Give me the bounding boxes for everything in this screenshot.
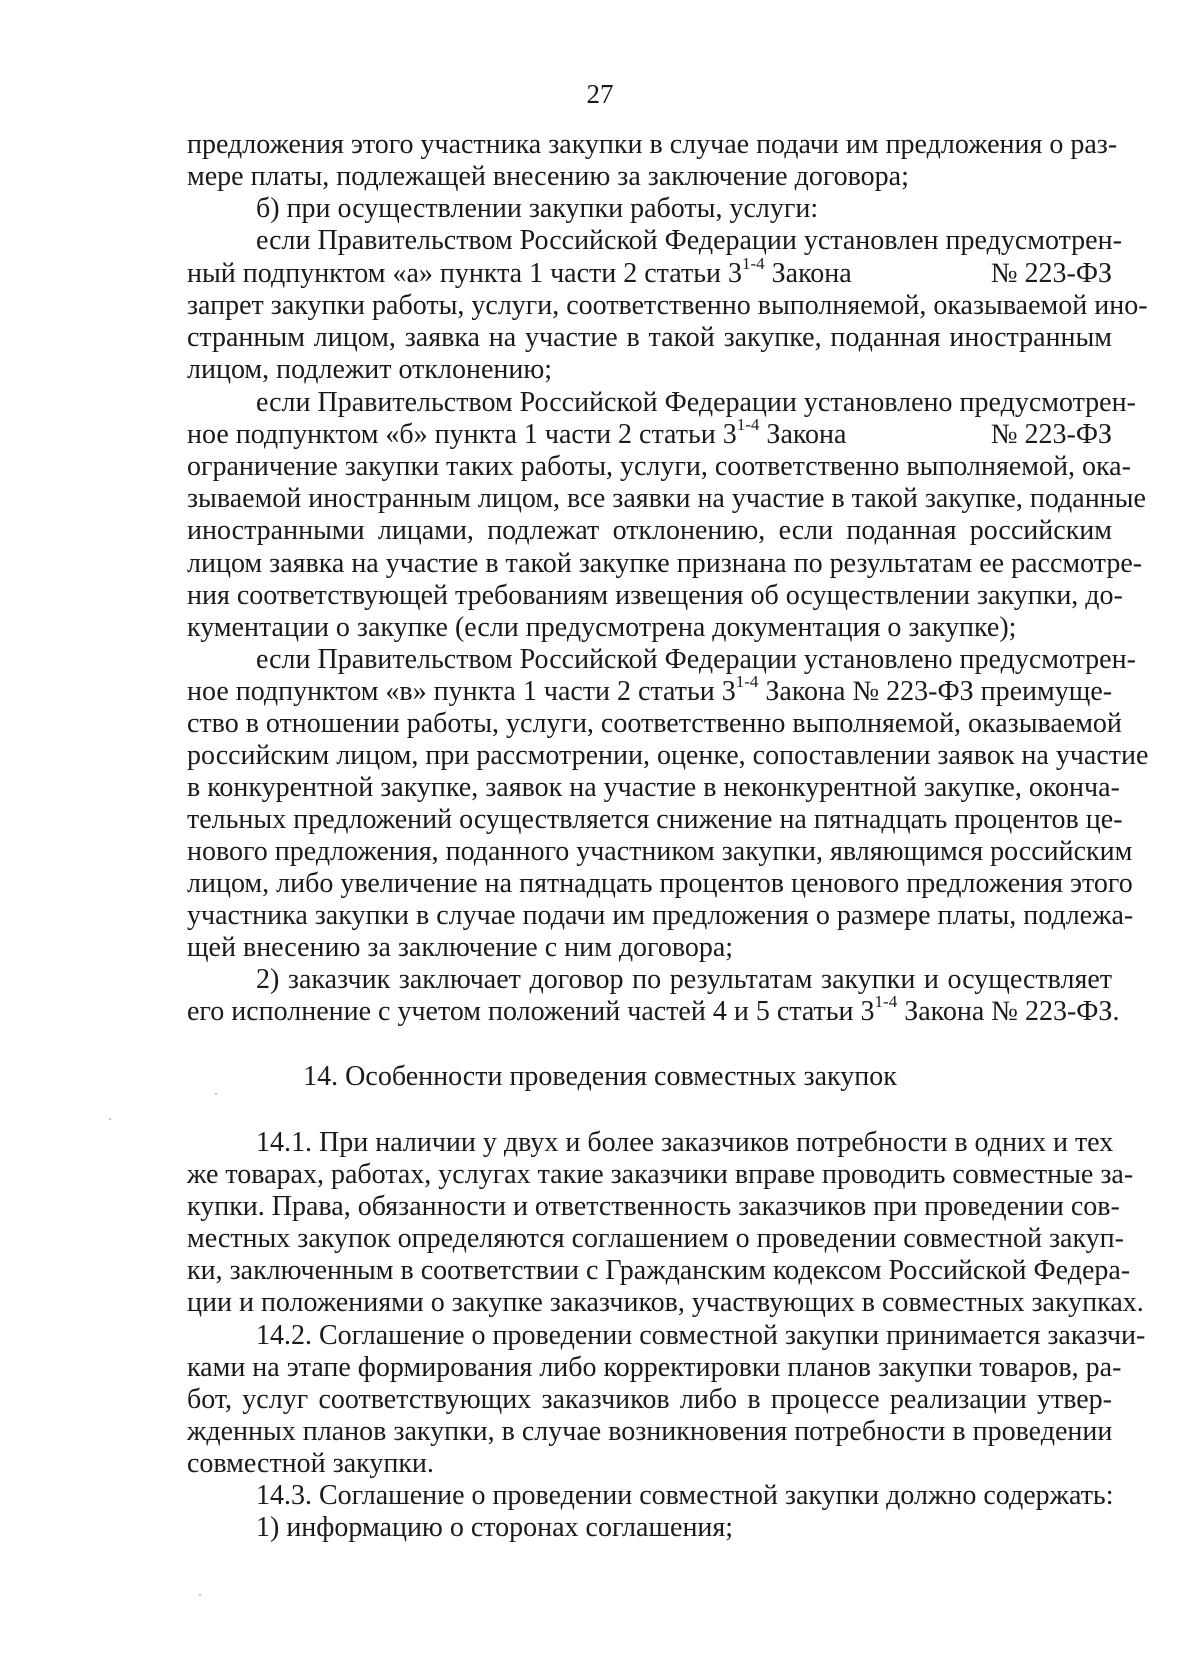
scan-speck (199, 1594, 201, 1596)
line-part: ный подпунктом «а» пункта 1 части 2 статьи 3 (187, 258, 742, 289)
text-line: б) при осуществлении закупки работы, услуги: (256, 193, 819, 224)
superscript: 1-4 (874, 991, 898, 1011)
text-line: если Правительством Российской Федерации установлено предусмотрен- (256, 644, 1136, 675)
line-part: Закона (764, 258, 852, 289)
text-line: жденных планов закупки, в случае возникновения потребности в проведении (187, 1416, 1113, 1447)
section-heading: 14. Особенности проведения совместных закупок (303, 1061, 897, 1092)
text-line: если Правительством Российской Федерации установлен предусмотрен- (256, 225, 1122, 256)
text-line: мере платы, подлежащей внесению за заключение договора; (187, 161, 909, 192)
line-part: его исполнение с учетом положений частей 4 и 5 статьи 3 (187, 996, 875, 1027)
line-part: Закона (759, 419, 847, 450)
line-part: Закона № 223-ФЗ преимуще- (758, 676, 1113, 707)
law-number: № 223-ФЗ (990, 419, 1112, 450)
text-line: местных закупок определяются соглашением о проведении совместной закуп- (187, 1223, 1124, 1254)
line-part: ное подпунктом «в» пункта 1 части 2 статьи 3 (187, 676, 736, 707)
text-line: зываемой иностранным лицом, все заявки на участие в такой закупке, поданные (187, 483, 1146, 514)
text-line: российским лицом, при рассмотрении, оценке, сопоставлении заявок на участие (187, 740, 1149, 771)
text-line: тельных предложений осуществляется снижение на пятнадцать процентов це- (187, 804, 1123, 835)
text-line: странным лицом, заявка на участие в такой закупке, поданная иностранным (187, 322, 1112, 353)
scan-speck (215, 1093, 217, 1095)
text-line: ки, заключенным в соответствии с Гражданским кодексом Российской Федера- (187, 1255, 1131, 1286)
text-line: предложения этого участника закупки в случае подачи им предложения о раз- (187, 129, 1118, 160)
text-line: 14.1. При наличии у двух и более заказчиков потребности в одних и тех (256, 1127, 1114, 1158)
text-line: 1) информацию о сторонах соглашения; (256, 1512, 734, 1543)
page-number: 27 (586, 79, 614, 109)
scan-speck (109, 1118, 111, 1120)
text-line: нового предложения, поданного участником закупки, являющимся российским (187, 836, 1133, 867)
superscript: 1-4 (741, 253, 765, 273)
text-line: ками на этапе формирования либо корректировки планов закупки товаров, ра- (187, 1352, 1122, 1383)
text-line: лицом заявка на участие в такой закупке признана по результатам ее рассмотре- (187, 548, 1143, 579)
superscript: 1-4 (735, 671, 759, 691)
text-line: ния соответствующей требованиям извещения об осуществлении закупки, до- (187, 580, 1123, 611)
text-line: кументации о закупке (если предусмотрена документация о закупке); (187, 612, 1017, 643)
text-line: если Правительством Российской Федерации установлено предусмотрен- (256, 387, 1136, 418)
text-line: ции и положениями о закупке заказчиков, участвующих в совместных закупках. (187, 1287, 1144, 1318)
text-line-with-superscript (187, 253, 1112, 290)
line-part: Закона № 223-ФЗ. (897, 996, 1120, 1027)
law-number: № 223-ФЗ (990, 258, 1112, 289)
text-line: ограничение закупки таких работы, услуги, соответственно выполняемой, ока- (187, 451, 1131, 482)
text-line-with-superscript (187, 671, 1113, 708)
text-line: щей внесению за заключение с ним договора; (187, 932, 734, 963)
text-line-with-superscript (187, 991, 1120, 1028)
text-line: совместной закупки. (187, 1448, 434, 1479)
text-line: иностранными лицами, подлежат отклонению, если поданная российским (187, 515, 1112, 546)
text-line: 14.2. Соглашение о проведении совместной закупки принимается заказчи- (256, 1320, 1146, 1351)
text-line: 2) заказчик заключает договор по результатам закупки и осуществляет (256, 964, 1112, 995)
text-line: в конкурентной закупке, заявок на участие в неконкурентной закупке, оконча- (187, 772, 1120, 803)
text-line: лицом, подлежит отклонению; (187, 354, 553, 385)
text-line: купки. Права, обязанности и ответственность заказчиков при проведении сов- (187, 1191, 1120, 1222)
superscript: 1-4 (736, 414, 760, 434)
text-line: бот, услуг соответствующих заказчиков либо в процессе реализации утвер- (187, 1384, 1112, 1415)
text-line: запрет закупки работы, услуги, соответственно выполняемой, оказываемой ино- (187, 290, 1148, 321)
text-line: лицом, либо увеличение на пятнадцать процентов ценового предложения этого (187, 868, 1133, 899)
line-part: ное подпунктом «б» пункта 1 части 2 статьи 3 (187, 419, 737, 450)
text-line: участника закупки в случае подачи им предложения о размере платы, подлежа- (187, 900, 1134, 931)
text-line: же товарах, работах, услугах такие заказчики вправе проводить совместные за- (187, 1159, 1134, 1190)
text-line-with-superscript (187, 414, 1112, 451)
text-line: ство в отношении работы, услуги, соответственно выполняемой, оказываемой (187, 708, 1122, 739)
text-line: 14.3. Соглашение о проведении совместной закупки должно содержать: (256, 1480, 1114, 1511)
